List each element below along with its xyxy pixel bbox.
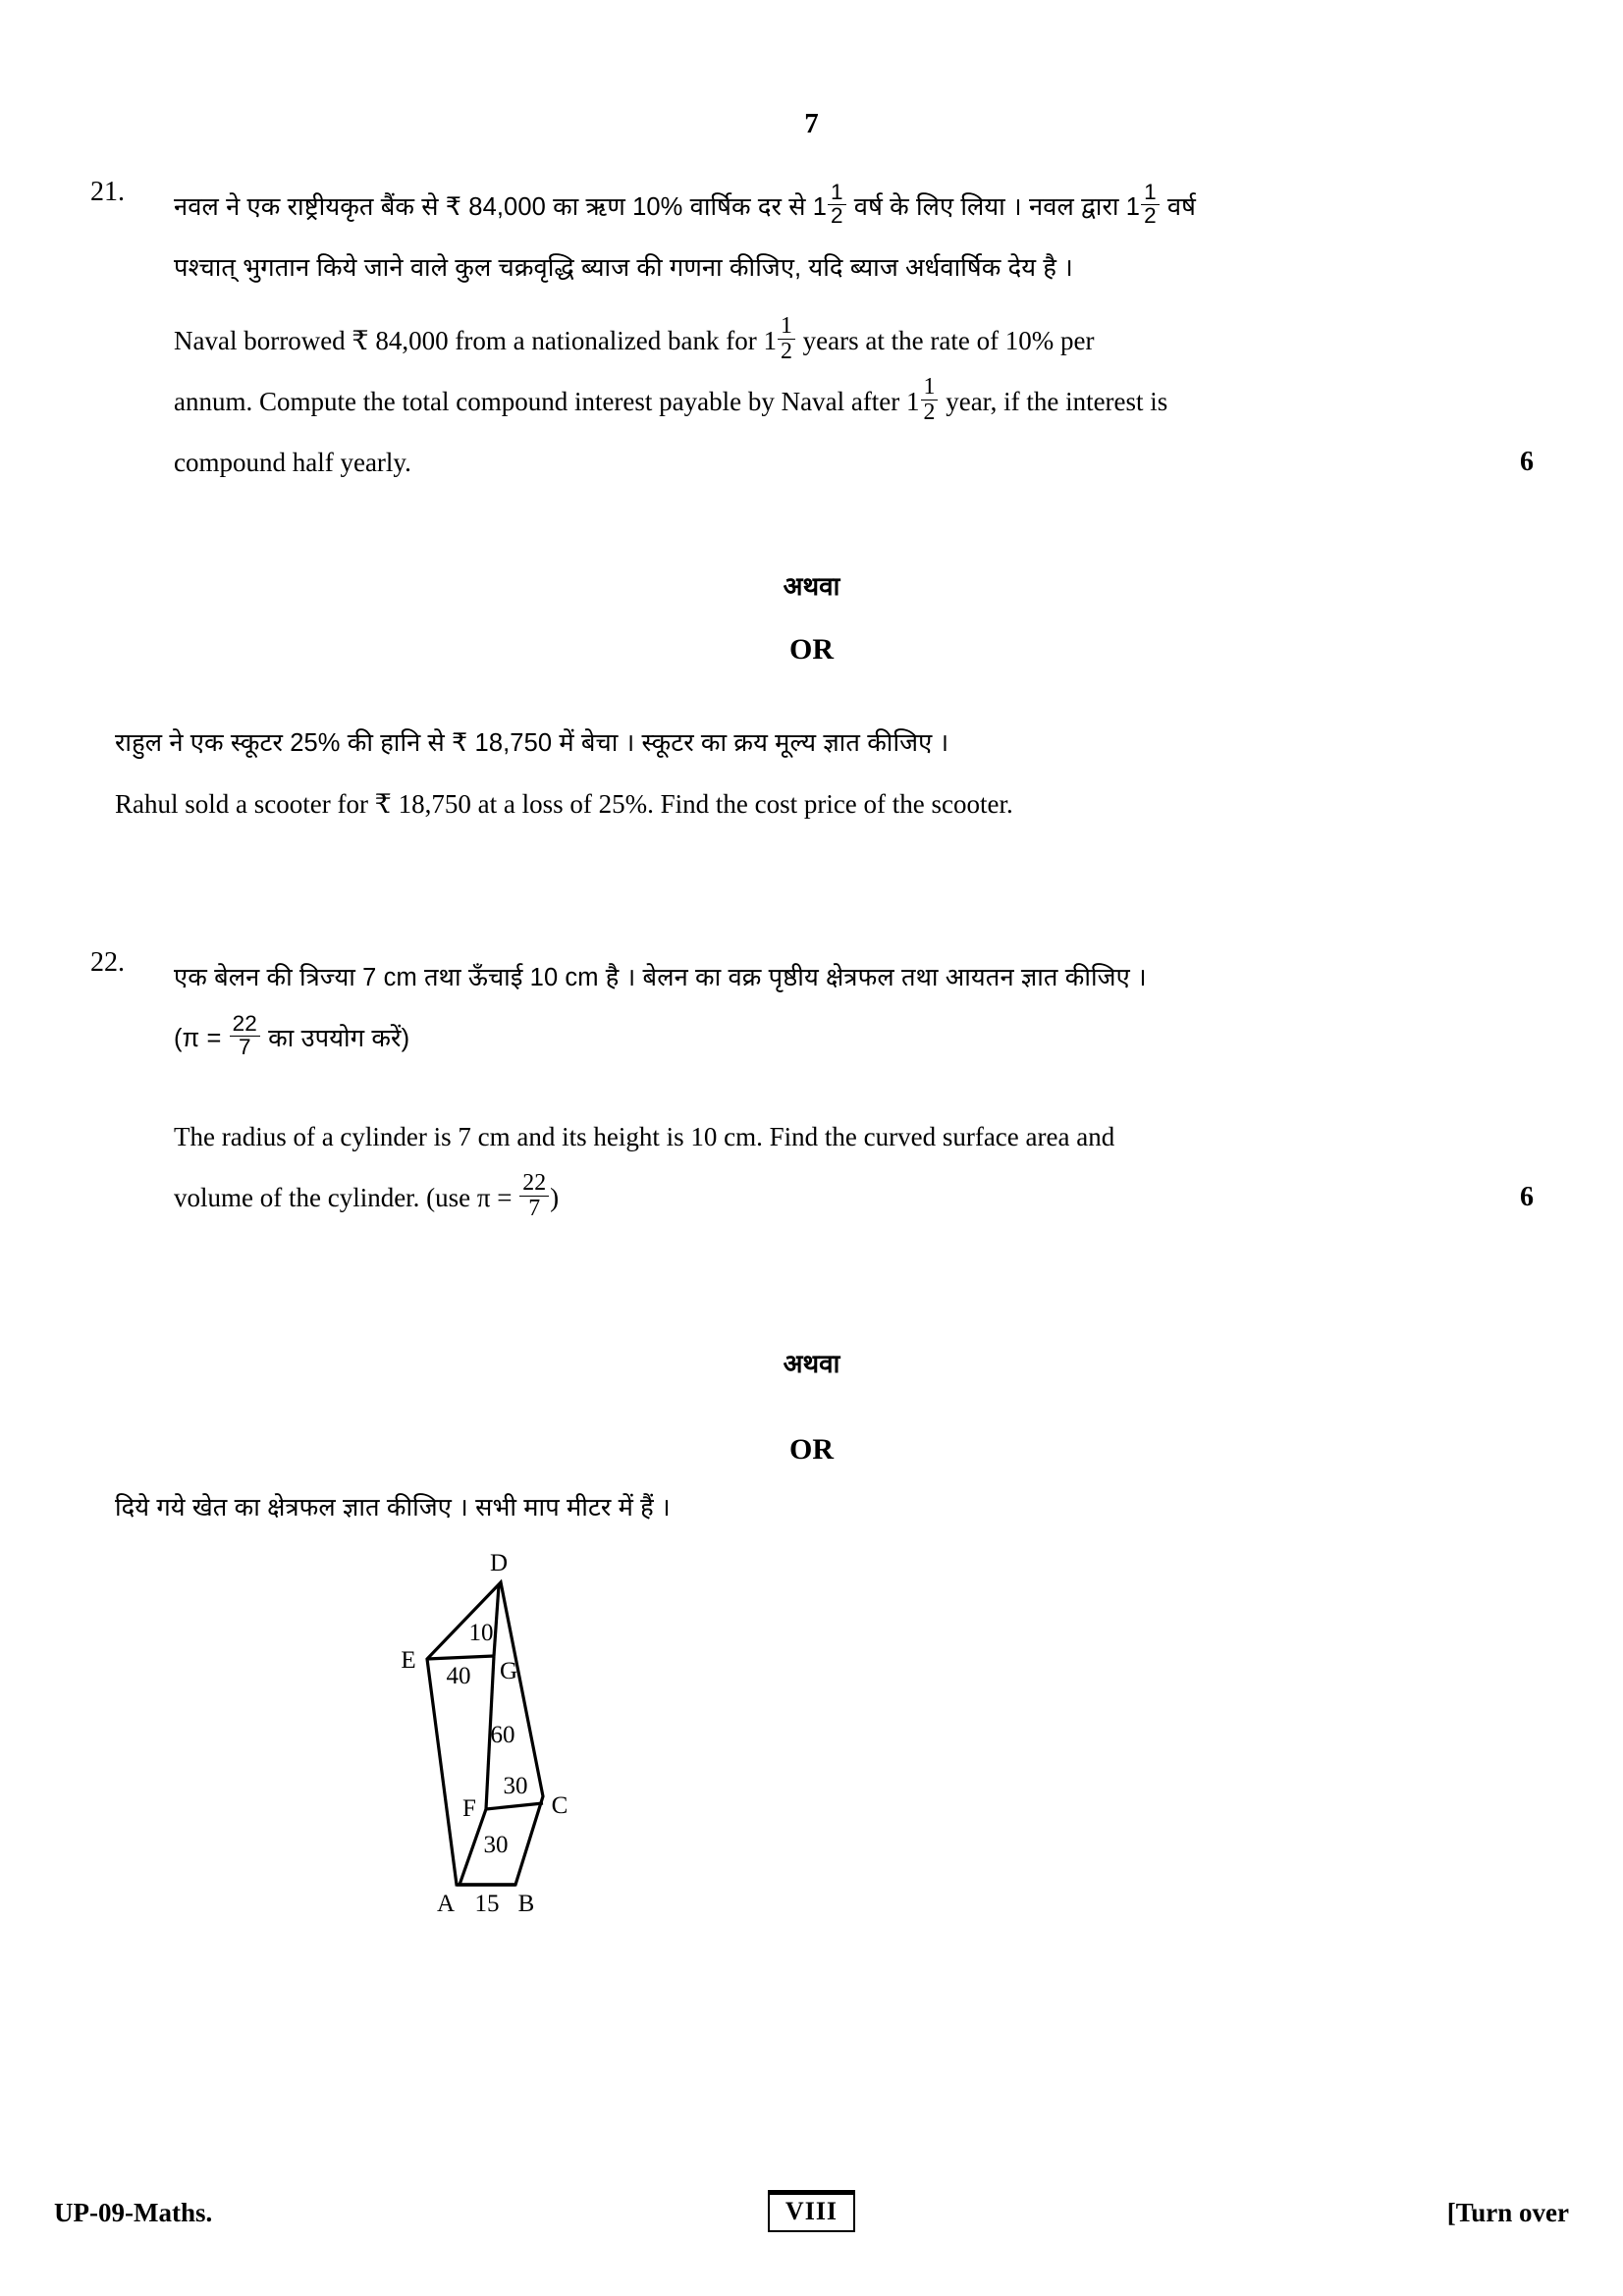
measure-GF: 60 (490, 1722, 515, 1748)
set-code-wrapper (0, 2190, 1623, 2232)
vertex-label-A: A (436, 1891, 456, 1917)
page-number: 7 (804, 108, 819, 139)
q21-hi-seg-b: वर्ष के लिए लिया । नवल द्वारा 1 (846, 193, 1141, 221)
vertex-label-F: F (462, 1795, 476, 1822)
alternative-label-english-q22: OR (789, 1433, 834, 1466)
question-21-english-line1 (174, 310, 1534, 371)
q22-hi-seg-a: (π = (174, 1025, 229, 1052)
turn-over-note: [Turn over (1446, 2198, 1569, 2227)
q22-en-seg-a: The radius of a cylinder is 7 cm and its height is 10 cm. Find the curved surface area and (174, 1122, 1115, 1151)
field-polygon-svg (383, 1546, 707, 1939)
question-22-number: 22. (90, 947, 125, 978)
segment-DG (494, 1585, 499, 1656)
alternative-label-hindi-q22: अथवा (783, 1349, 840, 1378)
vertex-label-G: G (499, 1658, 518, 1684)
field-polygon-figure (383, 1546, 707, 1939)
question-21 (90, 177, 1534, 493)
q22-en-seg-c: ) (550, 1183, 560, 1212)
q21-en-seg-e: compound half yearly. (174, 448, 411, 477)
question-21-marks: 6 (1520, 447, 1534, 477)
q21-hi-fraction-2: $\frac{1}{2}$ (1141, 182, 1160, 228)
vertex-label-E: E (401, 1647, 416, 1674)
question-21-english-line3 (174, 432, 1534, 493)
measure-FC: 30 (503, 1773, 528, 1799)
set-code-box: VIII (768, 2190, 855, 2232)
vertex-label-C: C (551, 1792, 568, 1819)
q21-en-fraction-2: $\frac{1}{2}$ (921, 375, 939, 424)
q22-hi-seg-b: का उपयोग करें) (260, 1025, 410, 1052)
q22-hi-fraction: $\frac{22}{7}$ (230, 1013, 260, 1059)
q21-en-seg-b: years at the rate of 10% per (795, 326, 1095, 355)
q21-hi-seg-a: नवल ने एक राष्ट्रीयकृत बैंक से ₹ 84,000 का ऋण 10% वार्षिक दर से 1 (174, 193, 827, 221)
question-21-number: 21. (90, 177, 125, 207)
question-22 (90, 947, 1534, 1228)
question-21-hindi-line2: पश्चात् भुगतान किये जाने वाले कुल चक्रवृद्धि ब्याज की गणना कीजिए, यदि ब्याज अर्धवार्षिक देय है । (174, 254, 1073, 282)
measure-EG: 40 (446, 1663, 471, 1689)
segment-EG (427, 1656, 494, 1659)
q21-or-english: Rahul sold a scooter for ₹ 18,750 at a loss of 25%. Find the cost price of the scooter. (115, 789, 1013, 819)
vertex-label-D: D (489, 1550, 509, 1576)
question-22-alternative (90, 1484, 1534, 1531)
q22-or-hindi: दिये गये खेत का क्षेत्रफल ज्ञात कीजिए । सभी माप मीटर में हैं । (115, 1494, 671, 1522)
q21-en-seg-d: year, if the interest is (939, 387, 1168, 416)
segment-FC (486, 1803, 543, 1809)
question-21-alternative (90, 713, 1534, 834)
q22-en-fraction: $\frac{22}{7}$ (519, 1171, 549, 1220)
page-footer (0, 2178, 1623, 2296)
q21-en-fraction-1: $\frac{1}{2}$ (778, 314, 795, 363)
q21-en-seg-a: Naval borrowed ₹ 84,000 from a nationalized bank for 1 (174, 326, 777, 355)
question-21-english-line2 (174, 371, 1534, 432)
measure-AB: 15 (474, 1891, 500, 1917)
q21-hi-fraction-1: $\frac{1}{2}$ (828, 182, 846, 228)
vertex-label-B: B (517, 1891, 535, 1917)
question-22-marks: 6 (1520, 1182, 1534, 1212)
question-21-hindi-line1 (174, 177, 1534, 238)
paper-code: UP-09-Maths. (54, 2198, 213, 2227)
alternative-label-hindi-q21: अथवा (783, 571, 840, 601)
question-22-english-line2 (174, 1167, 1534, 1228)
alternative-label-english-q21: OR (789, 633, 834, 666)
q22-en-seg-b: volume of the cylinder. (use π = (174, 1183, 519, 1212)
question-22-hindi-line1: एक बेलन की त्रिज्या 7 cm तथा ऊँचाई 10 cm है । बेलन का वक्र पृष्ठीय क्षेत्रफल तथा आयतन ज्ञात कीजिए । (174, 964, 1147, 991)
question-22-english-line1 (174, 1106, 1534, 1167)
measure-DG: 10 (468, 1620, 494, 1646)
q21-en-seg-c: annum. Compute the total compound interest payable by Naval after 1 (174, 387, 920, 416)
question-22-hindi-line2 (174, 1008, 1534, 1069)
measure-AF: 30 (483, 1832, 509, 1858)
q21-hi-seg-c: वर्ष (1160, 193, 1196, 221)
q21-or-hindi: राहुल ने एक स्कूटर 25% की हानि से ₹ 18,750 में बेचा । स्कूटर का क्रय मूल्य ज्ञात कीजिए । (115, 729, 949, 757)
